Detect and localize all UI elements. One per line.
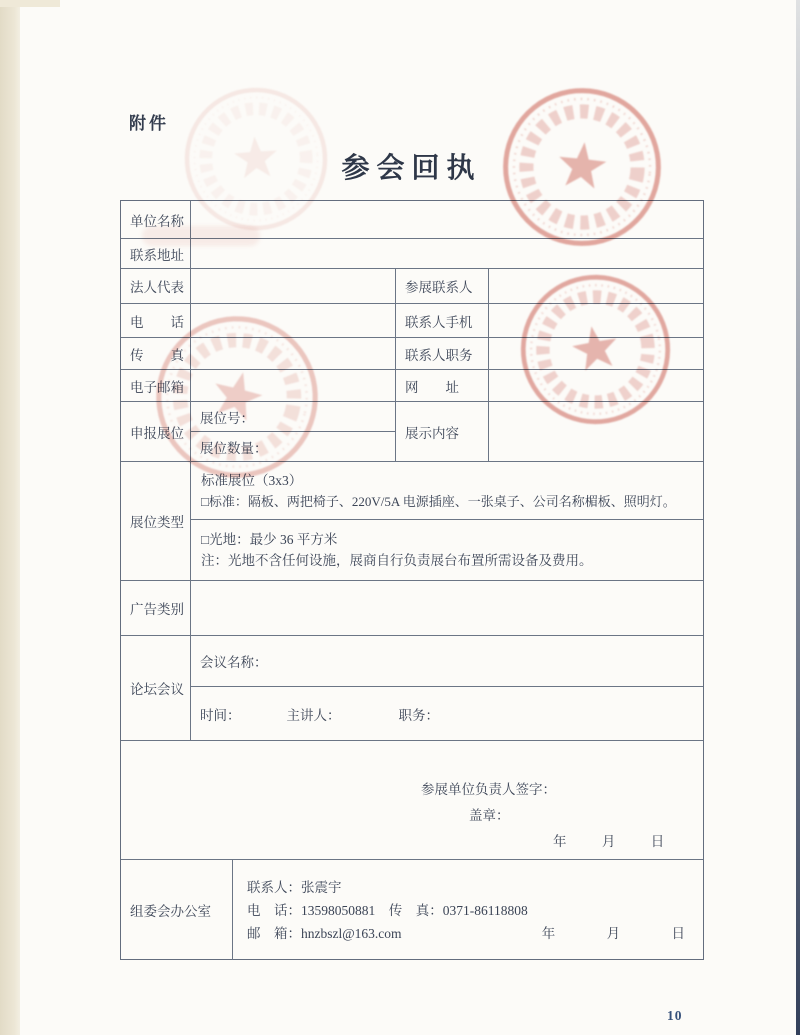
speaker-label: 主讲人： — [286, 707, 341, 723]
committee-email: 邮 箱：hnzbszl@163.com — [247, 925, 402, 941]
fax-label: 传 真 — [121, 338, 191, 369]
job-title-value — [489, 338, 703, 369]
scan-edge-top — [0, 0, 60, 7]
ad-category-label: 广告类别 — [121, 581, 191, 635]
forum-detail-cell — [191, 687, 703, 740]
contact-address-value — [191, 239, 703, 268]
committee-phone: 电 话：13598050881 传 真：0371-86118808 — [247, 902, 528, 918]
booth-type-stack — [191, 462, 703, 580]
website-value — [489, 370, 703, 401]
speaker-title-label: 职务： — [398, 707, 439, 723]
signature-date-label: 年 月 日 — [553, 834, 665, 849]
fax-value — [191, 338, 396, 369]
row-phone — [121, 304, 703, 338]
booth-standard-desc: □标准：隔板、两把椅子、220V/5A 电源插座、一张桌子、公司名称楣板、照明灯。 — [201, 493, 676, 509]
row-email — [121, 370, 703, 402]
page-title: 参会回执 — [341, 153, 482, 184]
row-forum — [121, 636, 703, 741]
exhibit-contact-label: 参展联系人 — [396, 269, 489, 303]
display-content-label: 展示内容 — [396, 402, 489, 461]
row-ad-category — [121, 581, 703, 636]
row-booth-type — [121, 462, 703, 581]
forum-label: 论坛会议 — [121, 636, 191, 740]
phone-value — [191, 304, 396, 337]
ad-category-value — [191, 581, 703, 635]
meeting-name-label: 会议名称： — [191, 636, 703, 687]
contact-address-label: 联系地址 — [121, 239, 191, 268]
committee-content — [233, 860, 703, 960]
mobile-value — [489, 304, 703, 337]
time-label: 时间： — [200, 707, 241, 723]
reply-form-table — [120, 200, 704, 960]
booth-section-label: 申报展位 — [121, 402, 191, 461]
website-label: 网 址 — [396, 370, 489, 401]
row-booth-apply — [121, 402, 703, 462]
booth-open-note: 注：光地不含任何设施，展商自行负责展台布置所需设备及费用。 — [201, 553, 593, 568]
committee-date-label: 年 月 日 — [541, 925, 685, 941]
booth-no-label: 展位号： — [191, 402, 395, 432]
email-value — [191, 370, 396, 401]
committee-label: 组委会办公室 — [121, 860, 233, 960]
email-label: 电子邮箱 — [121, 370, 191, 401]
scan-edge-left — [0, 0, 20, 1035]
booth-apply-stack — [191, 402, 396, 461]
unit-name-label: 单位名称 — [121, 201, 191, 238]
signature-cell — [121, 741, 703, 859]
row-legal-rep — [121, 269, 703, 304]
scan-edge-right — [796, 0, 800, 1035]
booth-open-cell — [191, 520, 703, 580]
exhibit-contact-value — [489, 269, 703, 303]
page-number: 10 — [667, 1008, 683, 1023]
attachment-label: 附件 — [129, 114, 169, 133]
mobile-label: 联系人手机 — [396, 304, 489, 337]
booth-standard-title: 标准展位（3x3） — [201, 472, 303, 488]
row-fax — [121, 338, 703, 370]
row-committee — [121, 860, 703, 960]
forum-stack — [191, 636, 703, 740]
signature-label: 参展单位负责人签字： — [421, 782, 556, 797]
stamp-offset-smudge — [142, 226, 260, 246]
unit-name-value — [191, 201, 703, 238]
committee-contact: 联系人：张震宇 — [247, 879, 342, 895]
committee-line3 — [247, 922, 703, 945]
display-content-value — [489, 402, 703, 461]
phone-label: 电 话 — [121, 304, 191, 337]
booth-qty-label: 展位数量： — [200, 440, 268, 456]
booth-open-title: □光地：最少 36 平方米 — [201, 532, 338, 547]
booth-standard-cell — [191, 462, 703, 520]
booth-type-label: 展位类型 — [121, 462, 191, 580]
row-signature — [121, 741, 703, 860]
legal-rep-label: 法人代表 — [121, 269, 191, 303]
legal-rep-value — [191, 269, 396, 303]
job-title-label: 联系人职务 — [396, 338, 489, 369]
seal-label: 盖章： — [469, 808, 510, 823]
